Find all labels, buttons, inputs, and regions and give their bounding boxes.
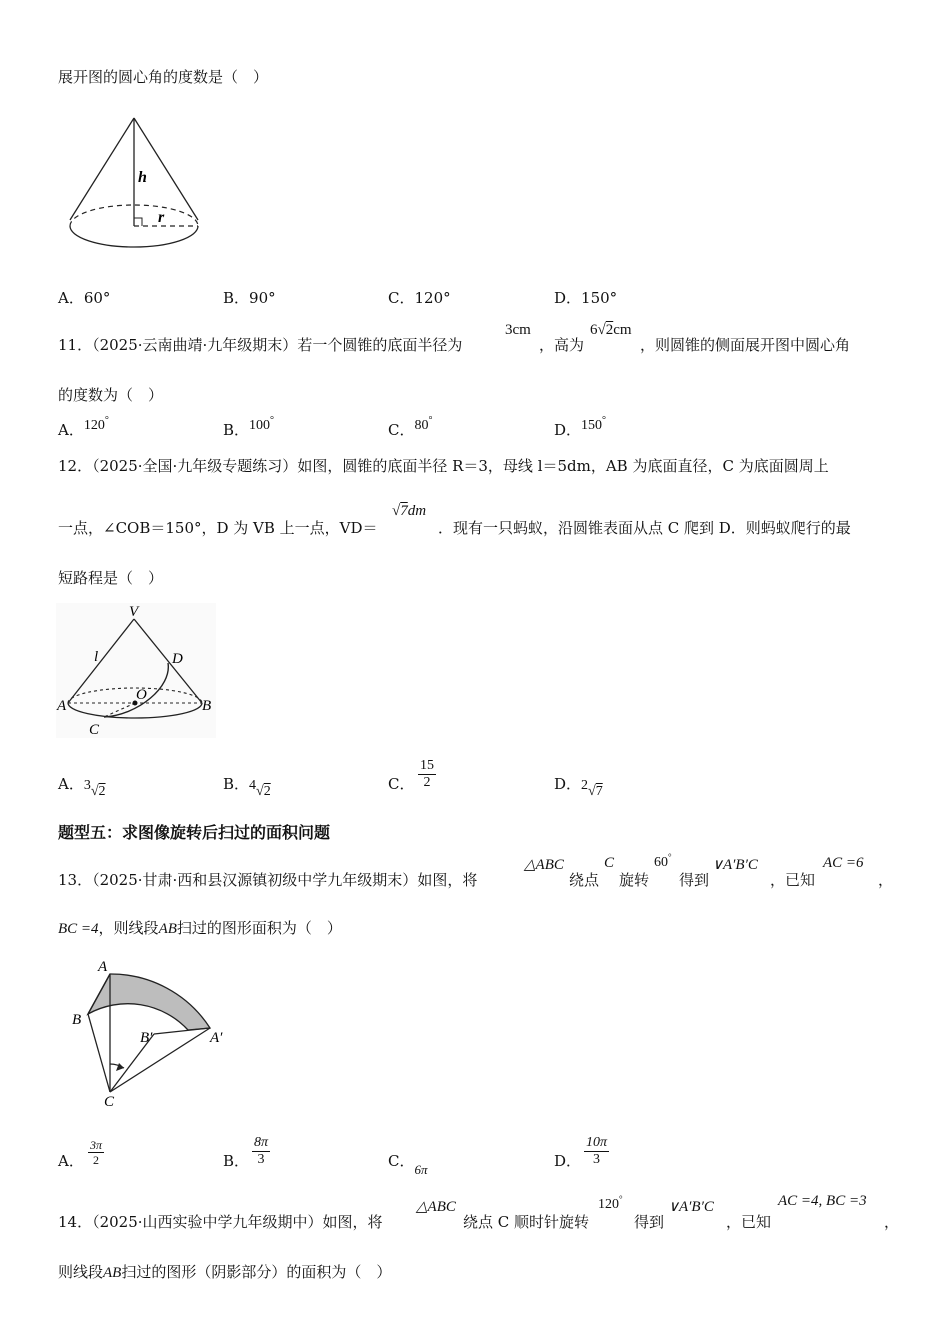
q13-number: 13． xyxy=(58,871,93,889)
q11-height-unit: cm xyxy=(613,322,632,338)
q10-option-b[interactable]: B．90° xyxy=(223,289,276,307)
sqrt-sign: √7 xyxy=(588,784,603,799)
q13-option-a-num: 3π xyxy=(90,1138,103,1152)
degree-mark: ° xyxy=(270,415,275,426)
q11-option-c-letter: C． xyxy=(388,421,415,439)
q13-comma: ， xyxy=(878,871,894,889)
q11-option-d-value: 150 xyxy=(581,418,603,433)
q13-option-d-letter: D． xyxy=(554,1152,582,1170)
q11-option-b-letter: B． xyxy=(223,421,250,439)
q10-option-d[interactable]: D．150° xyxy=(554,289,618,307)
q11-option-a-letter: A． xyxy=(58,421,84,439)
q13-label-A1: A′ xyxy=(210,1030,223,1046)
q13-option-a-fraction xyxy=(88,1138,104,1167)
q11-option-a[interactable] xyxy=(58,415,109,440)
q14-text1: 如图，将 xyxy=(322,1213,383,1231)
q13-option-c[interactable] xyxy=(388,1150,428,1177)
q14-text2: 绕点 C 顺时针旋转 xyxy=(463,1213,590,1231)
degree-mark: ° xyxy=(619,1194,623,1204)
q14-seg: AB xyxy=(103,1265,122,1281)
q13-text2: 绕点 xyxy=(569,871,600,889)
q10-cone-figure xyxy=(62,110,207,250)
q11-option-c-value: 80 xyxy=(414,418,429,433)
q13-option-d-fraction xyxy=(584,1135,609,1168)
q13-text4: 得到 xyxy=(679,871,710,889)
q13-source: （2025·甘肃·西和县汉源镇初级中学九年级期末） xyxy=(92,871,418,889)
q11-option-c[interactable] xyxy=(388,415,433,440)
degree-mark: ° xyxy=(428,415,433,426)
q12-option-c-num: 15 xyxy=(420,758,434,773)
q11-radius: 3cm xyxy=(505,322,531,338)
section-heading: 题型五：求图像旋转后扫过的面积问题 xyxy=(58,823,331,842)
q13-point: C xyxy=(604,855,615,871)
q13-text3: 旋转 xyxy=(619,871,650,889)
q14-source: （2025·山西实验中学九年级期中） xyxy=(92,1213,323,1231)
q12-label-V: V xyxy=(129,604,139,620)
q12-option-c-letter: C． xyxy=(388,775,415,793)
q10-label-r: r xyxy=(158,209,165,226)
q12-option-a[interactable] xyxy=(58,773,106,799)
q13-angle-value: 60 xyxy=(654,855,668,870)
q12-option-b-letter: B． xyxy=(223,775,250,793)
q13-option-c-letter: C． xyxy=(388,1152,415,1170)
q12-option-d[interactable] xyxy=(554,773,603,799)
q13-label-A: A xyxy=(98,959,108,975)
degree-mark: ° xyxy=(668,852,672,862)
q14-text3: 得到 xyxy=(634,1213,665,1231)
q14-tri: △ABC xyxy=(416,1199,456,1215)
q12-option-b[interactable] xyxy=(223,773,271,799)
q13-option-b-den: 3 xyxy=(257,1152,265,1167)
degree-mark: ° xyxy=(602,415,607,426)
q12-label-O: O xyxy=(136,687,147,703)
q12-option-b-rad: 2 xyxy=(263,784,271,799)
q12-source: （2025·全国·九年级专题练习） xyxy=(92,457,298,475)
q12-line2a: 一点，∠COB＝150°，D 为 VB 上一点，VD＝ xyxy=(58,519,378,537)
q11-line1 xyxy=(58,334,462,355)
q13-rotation-figure xyxy=(64,958,240,1108)
q14-image: ∨A′B′C xyxy=(668,1199,714,1215)
q13-option-b-num: 8π xyxy=(254,1135,269,1150)
q13-text5: ，已知 xyxy=(770,871,816,889)
q12-label-l: l xyxy=(94,649,99,665)
q13-option-c-value: 6π xyxy=(414,1162,428,1177)
q14-line2 xyxy=(58,1261,391,1282)
q11-option-b[interactable] xyxy=(223,415,275,440)
sqrt-sign: √2 xyxy=(256,784,271,799)
q12-option-c-den: 2 xyxy=(423,775,431,790)
q12-line1-text: 如图，圆锥的底面半径 R＝3，母线 l＝5dm，AB 为底面直径，C 为底面圆周上 xyxy=(297,457,829,475)
q12-option-d-coef: 2 xyxy=(581,778,589,793)
q11-text1: 若一个圆锥的底面半径为 xyxy=(297,336,463,354)
q13-text6: ，则线段 xyxy=(98,919,159,937)
q12-label-C: C xyxy=(89,722,100,738)
q12-line2b: ．现有一只蚂蚁，沿圆锥表面从点 C 爬到 D．则蚂蚁爬行的最 xyxy=(438,519,851,537)
q12-option-a-coef: 3 xyxy=(83,778,91,793)
q12-option-d-letter: D． xyxy=(554,775,582,793)
q11-number: 11． xyxy=(58,336,93,354)
q12-option-d-rad: 7 xyxy=(595,784,603,799)
q10-label-h: h xyxy=(138,169,147,186)
q11-option-d[interactable] xyxy=(554,415,607,440)
q14-angle xyxy=(598,1194,623,1213)
q13-label-C: C xyxy=(104,1094,115,1108)
q12-cone-figure xyxy=(56,603,216,738)
q13-text7: 扫过的图形面积为（ ） xyxy=(176,919,342,937)
q13-ac: AC =6 xyxy=(823,855,864,871)
q13-option-d[interactable] xyxy=(554,1150,581,1171)
q13-text1: 如图，将 xyxy=(417,871,478,889)
q11-sqrt: √2 xyxy=(597,322,614,338)
degree-mark: ° xyxy=(104,415,109,426)
q13-seg: AB xyxy=(158,921,177,937)
q11-text2: ，高为 xyxy=(539,336,585,354)
q12-option-b-coef: 4 xyxy=(249,778,257,793)
q12-option-c-fraction xyxy=(418,758,436,791)
q12-vd-value: √7dm xyxy=(392,503,427,519)
q11-height-coef: 6 xyxy=(590,322,598,338)
q14-comma: ， xyxy=(884,1213,900,1231)
q13-angle xyxy=(654,852,672,871)
q11-option-d-letter: D． xyxy=(554,421,582,439)
q14-angle-value: 120 xyxy=(598,1197,619,1212)
sqrt-sign: √2 xyxy=(90,784,106,799)
q12-line3: 短路程是（ ） xyxy=(58,569,164,587)
q14-line1 xyxy=(58,1211,383,1232)
q10-option-c[interactable]: C．120° xyxy=(388,289,451,307)
q14-line2b: 扫过的图形（阴影部分）的面积为（ ） xyxy=(121,1263,392,1281)
q12-vd-rad: 7 xyxy=(400,503,408,519)
q14-given: AC =4, BC =3 xyxy=(778,1193,867,1209)
q11-height-rad: 2 xyxy=(605,322,614,338)
q13-bc: BC =4 xyxy=(58,921,99,937)
q13-label-B: B xyxy=(72,1012,82,1028)
q13-option-a-letter: A． xyxy=(58,1152,84,1170)
q12-option-a-letter: A． xyxy=(58,775,84,793)
q12-option-c[interactable] xyxy=(388,773,414,794)
q13-tri: △ABC xyxy=(524,857,564,873)
q11-option-b-value: 100 xyxy=(249,418,271,433)
q13-label-B1: B′ xyxy=(140,1030,153,1046)
q12-label-D: D xyxy=(172,651,183,667)
q13-line2 xyxy=(58,917,342,938)
q10-stem-tail: 展开图的圆心角的度数是（ ） xyxy=(58,68,269,86)
q12-number: 12． xyxy=(58,457,93,475)
q13-option-b[interactable] xyxy=(223,1150,249,1171)
q13-line1 xyxy=(58,869,477,890)
q12-line1 xyxy=(58,455,829,476)
q13-image: ∨A′B′C xyxy=(712,857,758,873)
q12-option-a-rad: 2 xyxy=(98,784,106,799)
q12-label-A: A xyxy=(57,698,67,714)
q13-option-a[interactable] xyxy=(58,1150,84,1171)
q11-source: （2025·云南曲靖·九年级期末） xyxy=(92,336,298,354)
q11-height xyxy=(590,322,632,339)
q13-option-b-fraction xyxy=(252,1135,270,1168)
q14-number: 14． xyxy=(58,1213,93,1231)
q11-option-a-value: 120 xyxy=(83,418,105,433)
q11-text3: ，则圆锥的侧面展开图中圆心角 xyxy=(640,336,851,354)
q13-option-d-den: 3 xyxy=(593,1152,600,1167)
q14-line2a: 则线段 xyxy=(58,1263,104,1281)
q13-option-d-num: 10π xyxy=(586,1135,608,1150)
q13-option-a-den: 2 xyxy=(93,1153,99,1167)
q13-option-b-letter: B． xyxy=(223,1152,250,1170)
q14-text4: ，已知 xyxy=(726,1213,772,1231)
q12-label-B: B xyxy=(202,698,212,714)
q10-option-a[interactable]: A．60° xyxy=(58,289,111,307)
q11-line2: 的度数为（ ） xyxy=(58,386,164,404)
q12-vd-unit: dm xyxy=(407,503,427,519)
